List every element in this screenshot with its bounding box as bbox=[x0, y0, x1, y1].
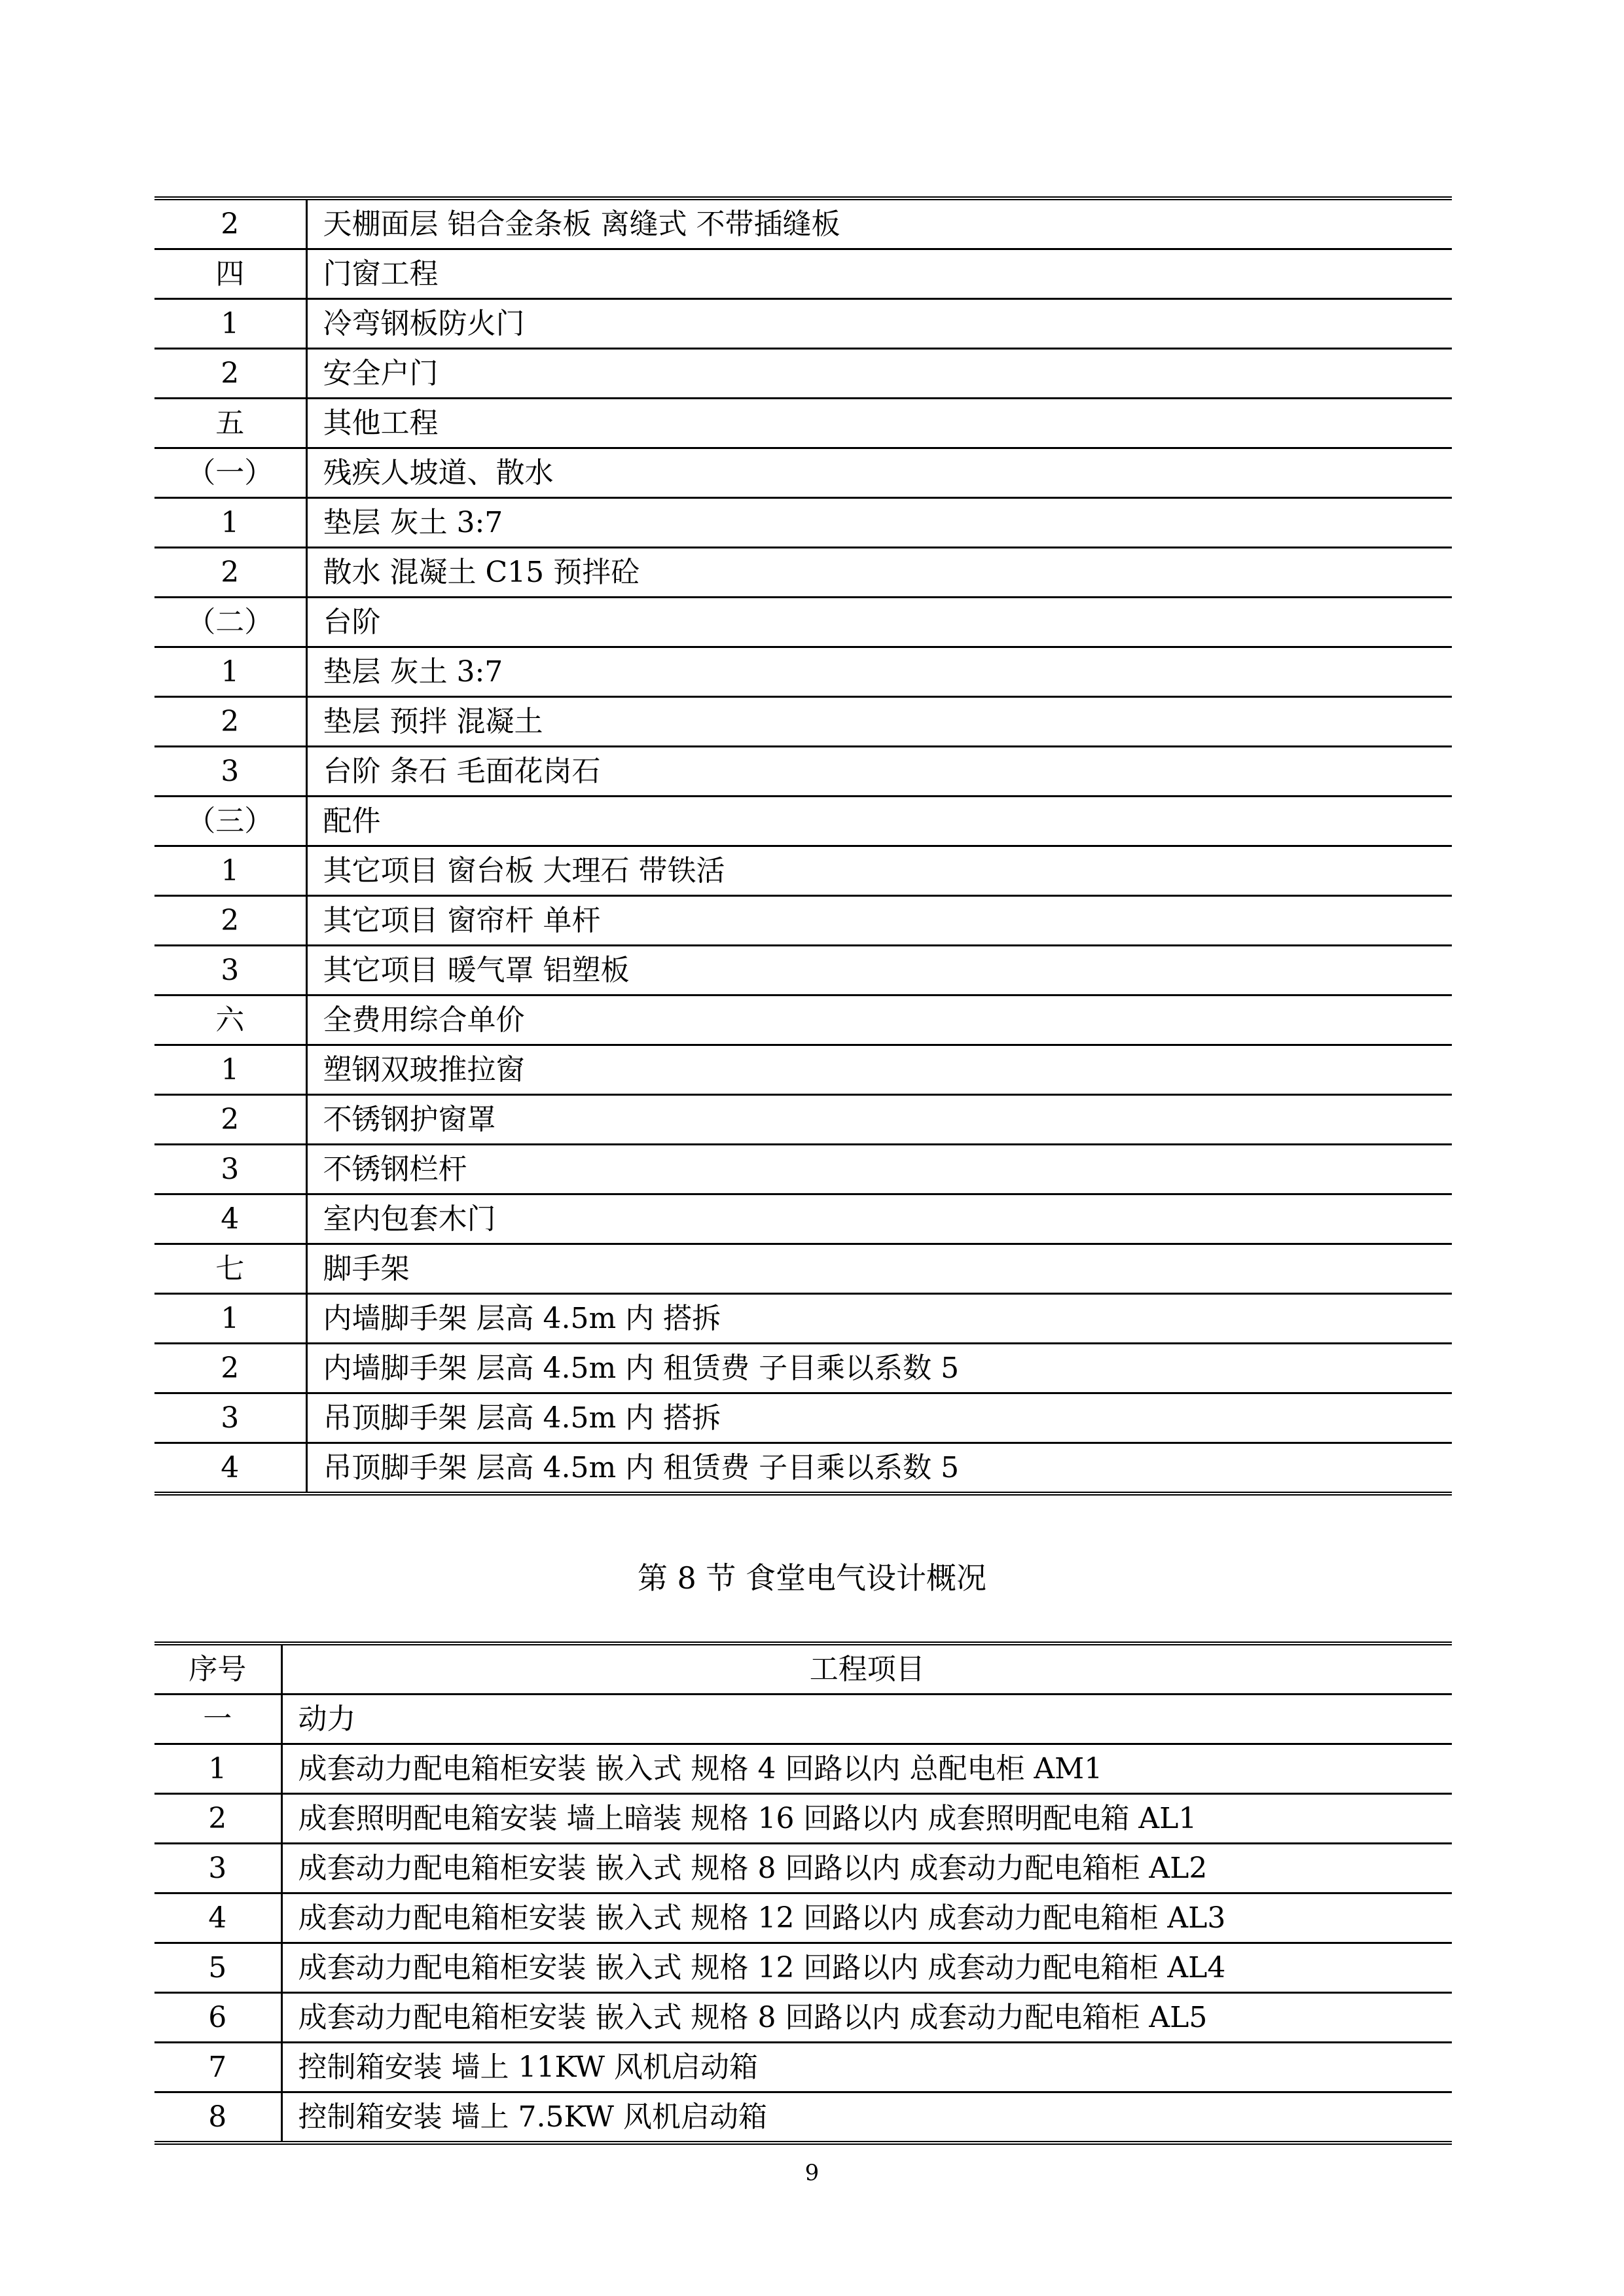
row-item: 其它项目 窗帘杆 单杆 bbox=[306, 896, 1452, 946]
table-row bbox=[154, 797, 1452, 846]
row-item: 成套动力配电箱柜安装 嵌入式 规格 8 回路以内 成套动力配电箱柜 AL5 bbox=[281, 1993, 1452, 2043]
table-row bbox=[154, 1443, 1452, 1494]
table-row bbox=[154, 399, 1452, 448]
row-number: 1 bbox=[154, 1744, 281, 1794]
row-number: 一 bbox=[154, 1695, 281, 1744]
table-row bbox=[154, 1145, 1452, 1194]
row-number: 6 bbox=[154, 1993, 281, 2043]
table-row bbox=[154, 1893, 1452, 1943]
page-number: 9 bbox=[804, 2160, 820, 2186]
row-number: 3 bbox=[154, 1844, 281, 1893]
table-row bbox=[154, 548, 1452, 598]
row-item: 台阶 bbox=[306, 598, 1452, 647]
row-item: 配件 bbox=[306, 797, 1452, 846]
header-project-item: 工程项目 bbox=[281, 1643, 1452, 1695]
row-item: 室内包套木门 bbox=[306, 1194, 1452, 1244]
row-number: 2 bbox=[154, 1794, 281, 1844]
row-item: 成套动力配电箱柜安装 嵌入式 规格 8 回路以内 成套动力配电箱柜 AL2 bbox=[281, 1844, 1452, 1893]
row-number: 2 bbox=[154, 1095, 306, 1145]
row-item: 不锈钢栏杆 bbox=[306, 1145, 1452, 1194]
row-number: 8 bbox=[154, 2092, 281, 2144]
table1-body bbox=[154, 198, 1452, 1494]
row-item: 天棚面层 铝合金条板 离缝式 不带插缝板 bbox=[306, 198, 1452, 249]
row-item: 控制箱安装 墙上 7.5KW 风机启动箱 bbox=[281, 2092, 1452, 2144]
table-row bbox=[154, 2092, 1452, 2144]
row-number: 2 bbox=[154, 548, 306, 598]
row-number: 3 bbox=[154, 747, 306, 797]
row-item: 脚手架 bbox=[306, 1244, 1452, 1294]
row-number: 七 bbox=[154, 1244, 306, 1294]
row-item: 垫层 预拌 混凝土 bbox=[306, 697, 1452, 747]
row-item: 安全户门 bbox=[306, 349, 1452, 399]
row-item: 散水 混凝土 C15 预拌砼 bbox=[306, 548, 1452, 598]
table-row bbox=[154, 249, 1452, 299]
row-number: 1 bbox=[154, 1294, 306, 1344]
table-row bbox=[154, 1744, 1452, 1794]
row-item: 其他工程 bbox=[306, 399, 1452, 448]
row-item: 不锈钢护窗罩 bbox=[306, 1095, 1452, 1145]
table-row bbox=[154, 1393, 1452, 1443]
row-item: 冷弯钢板防火门 bbox=[306, 299, 1452, 349]
row-number: 1 bbox=[154, 498, 306, 548]
table-row bbox=[154, 498, 1452, 548]
table-header-row bbox=[154, 1643, 1452, 1695]
table-row bbox=[154, 697, 1452, 747]
row-item: 成套动力配电箱柜安装 嵌入式 规格 4 回路以内 总配电柜 AM1 bbox=[281, 1744, 1452, 1794]
header-serial-number: 序号 bbox=[154, 1643, 281, 1695]
table2-body bbox=[154, 1643, 1452, 2143]
row-item: 吊顶脚手架 层高 4.5m 内 搭拆 bbox=[306, 1393, 1452, 1443]
table-row bbox=[154, 1045, 1452, 1095]
table-row bbox=[154, 1794, 1452, 1844]
table-row bbox=[154, 946, 1452, 996]
row-number: 3 bbox=[154, 1145, 306, 1194]
row-number: 3 bbox=[154, 946, 306, 996]
row-number: 4 bbox=[154, 1443, 306, 1494]
electrical-items-table bbox=[154, 1641, 1452, 2145]
row-item: 其它项目 窗台板 大理石 带铁活 bbox=[306, 846, 1452, 896]
row-number: 1 bbox=[154, 647, 306, 697]
table-row bbox=[154, 1844, 1452, 1893]
row-item: 成套动力配电箱柜安装 嵌入式 规格 12 回路以内 成套动力配电箱柜 AL4 bbox=[281, 1943, 1452, 1993]
table-row bbox=[154, 1993, 1452, 2043]
section-title: 第 8 节 食堂电气设计概况 bbox=[637, 1560, 987, 1596]
table-row bbox=[154, 1695, 1452, 1744]
table-row bbox=[154, 846, 1452, 896]
row-item: 吊顶脚手架 层高 4.5m 内 租赁费 子目乘以系数 5 bbox=[306, 1443, 1452, 1494]
row-item: 门窗工程 bbox=[306, 249, 1452, 299]
row-number: 7 bbox=[154, 2043, 281, 2092]
row-number: 2 bbox=[154, 198, 306, 249]
table-row bbox=[154, 1344, 1452, 1393]
quantity-table-continued bbox=[154, 196, 1452, 1496]
row-item: 控制箱安装 墙上 11KW 风机启动箱 bbox=[281, 2043, 1452, 2092]
row-item: 垫层 灰土 3:7 bbox=[306, 647, 1452, 697]
row-item: 垫层 灰土 3:7 bbox=[306, 498, 1452, 548]
row-number: 五 bbox=[154, 399, 306, 448]
row-item: 全费用综合单价 bbox=[306, 996, 1452, 1045]
row-number: 2 bbox=[154, 896, 306, 946]
row-number: 1 bbox=[154, 299, 306, 349]
row-number: 5 bbox=[154, 1943, 281, 1993]
row-number: 1 bbox=[154, 846, 306, 896]
table-row bbox=[154, 1943, 1452, 1993]
row-number: 四 bbox=[154, 249, 306, 299]
row-item: 其它项目 暖气罩 铝塑板 bbox=[306, 946, 1452, 996]
table-row bbox=[154, 1244, 1452, 1294]
row-number: 3 bbox=[154, 1393, 306, 1443]
row-item: 成套照明配电箱安装 墙上暗装 规格 16 回路以内 成套照明配电箱 AL1 bbox=[281, 1794, 1452, 1844]
row-item: 成套动力配电箱柜安装 嵌入式 规格 12 回路以内 成套动力配电箱柜 AL3 bbox=[281, 1893, 1452, 1943]
table-row bbox=[154, 896, 1452, 946]
row-item: 内墙脚手架 层高 4.5m 内 租赁费 子目乘以系数 5 bbox=[306, 1344, 1452, 1393]
row-number: 1 bbox=[154, 1045, 306, 1095]
row-item: 残疾人坡道、散水 bbox=[306, 448, 1452, 498]
table-row bbox=[154, 198, 1452, 249]
table-row bbox=[154, 349, 1452, 399]
row-number: 4 bbox=[154, 1194, 306, 1244]
row-number: 2 bbox=[154, 697, 306, 747]
row-item: 塑钢双玻推拉窗 bbox=[306, 1045, 1452, 1095]
table-row bbox=[154, 1294, 1452, 1344]
table-row bbox=[154, 2043, 1452, 2092]
row-number: （二） bbox=[154, 598, 306, 647]
table-row bbox=[154, 1194, 1452, 1244]
row-item: 台阶 条石 毛面花岗石 bbox=[306, 747, 1452, 797]
row-number: 六 bbox=[154, 996, 306, 1045]
row-number: （三） bbox=[154, 797, 306, 846]
table-row bbox=[154, 598, 1452, 647]
table-row bbox=[154, 647, 1452, 697]
row-number: 2 bbox=[154, 1344, 306, 1393]
table-row bbox=[154, 996, 1452, 1045]
table-row bbox=[154, 448, 1452, 498]
row-number: （一） bbox=[154, 448, 306, 498]
row-number: 4 bbox=[154, 1893, 281, 1943]
table-row bbox=[154, 1095, 1452, 1145]
table-row bbox=[154, 299, 1452, 349]
table-row bbox=[154, 747, 1452, 797]
row-item: 内墙脚手架 层高 4.5m 内 搭拆 bbox=[306, 1294, 1452, 1344]
row-number: 2 bbox=[154, 349, 306, 399]
row-item: 动力 bbox=[281, 1695, 1452, 1744]
